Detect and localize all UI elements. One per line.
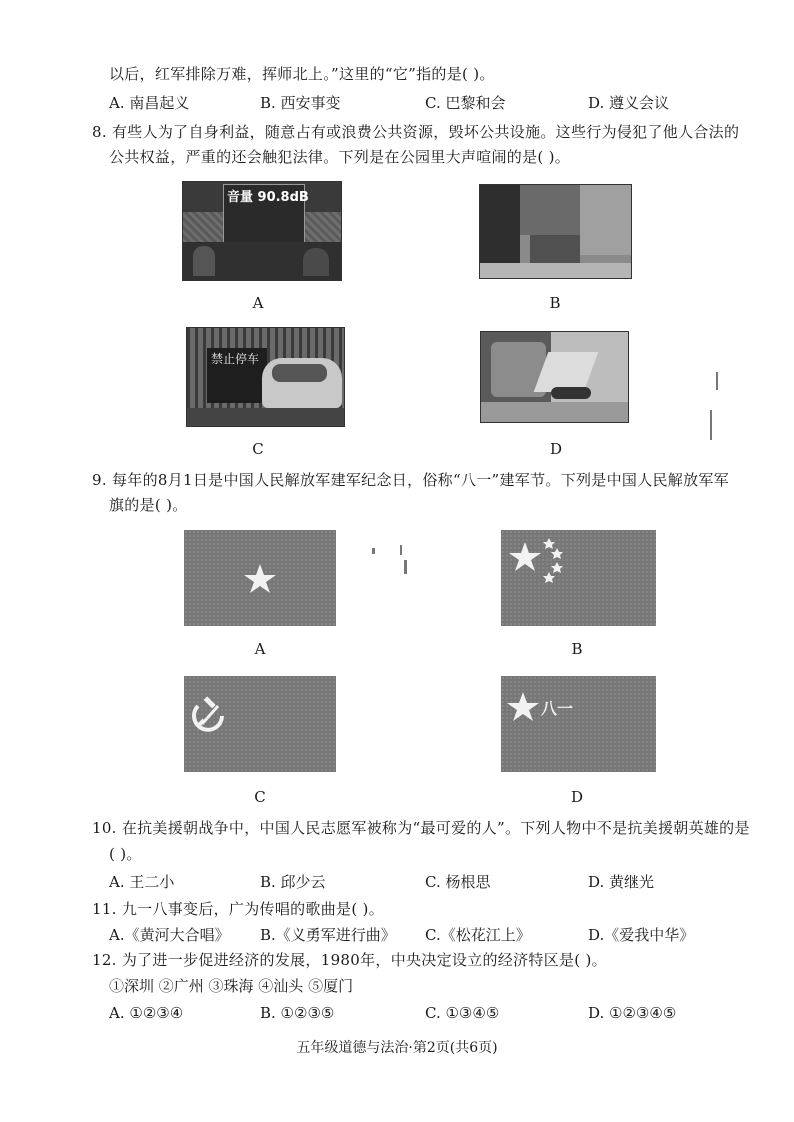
q9-label-a: A: [254, 640, 266, 658]
q8-label-a: A: [252, 294, 264, 312]
q11-option-b: B.《义勇军进行曲》: [260, 926, 396, 944]
q12-stem: 12. 为了进一步促进经济的发展，1980年，中央决定设立的经济特区是( )。: [92, 951, 607, 969]
flag-d-bayi: [501, 676, 656, 772]
flag-b-five-stars: [501, 530, 656, 626]
q10-stem-line2: ( )。: [109, 845, 142, 863]
star-icon: [501, 676, 656, 772]
q8-stem-line1: 8. 有些人为了自身利益，随意占有或浪费公共资源，毁坏公共设施。这些行为侵犯了他人合法的: [92, 123, 740, 141]
q9-label-c: C: [254, 788, 266, 806]
scan-speck: [716, 372, 718, 390]
q11-option-a: A.《黄河大合唱》: [109, 926, 230, 944]
flag-c-hammer-sickle: [184, 676, 336, 772]
scan-speck: [710, 410, 712, 440]
scan-speck: [400, 545, 402, 555]
q9-stem-line2: 旗的是( )。: [109, 496, 188, 514]
q8-label-d: D: [549, 440, 563, 458]
q10-option-c: C. 杨根思: [425, 873, 491, 891]
q8-label-b: B: [549, 294, 561, 312]
q12-option-b: B. ①②③⑤: [260, 1004, 335, 1022]
q9-label-b: B: [571, 640, 583, 658]
five-stars-icon: [501, 530, 656, 626]
q10-stem-line1: 10. 在抗美援朝战争中，中国人民志愿军被称为“最可爱的人”。下列人物中不是抗美援朝英雄的是: [92, 819, 750, 837]
hammer-sickle-icon: [184, 676, 336, 772]
q7-option-c: C. 巴黎和会: [425, 94, 506, 112]
q10-option-b: B. 邱少云: [260, 873, 326, 891]
bayi-text: 八一: [541, 699, 574, 718]
q8-label-c: C: [252, 440, 264, 458]
q11-stem: 11. 九一八事变后，广为传唱的歌曲是( )。: [92, 900, 384, 918]
q12-option-c: C. ①③④⑤: [425, 1004, 500, 1022]
q12-option-d: D. ①②③④⑤: [588, 1004, 677, 1022]
q7-continuation: 以后，红军排除万难，挥师北上。”这里的“它”指的是( )。: [109, 65, 495, 83]
flag-a-single-star: [184, 530, 336, 626]
noise-sign-text: 音量 90.8dB: [227, 190, 309, 205]
q9-stem-line1: 9. 每年的8月1日是中国人民解放军建军纪念日，俗称“八一”建军节。下列是中国人民解放军军: [92, 471, 730, 489]
q12-items: ①深圳 ②广州 ③珠海 ④汕头 ⑤厦门: [109, 977, 354, 995]
q12-option-a: A. ①②③④: [109, 1004, 184, 1022]
q10-option-d: D. 黄继光: [588, 873, 655, 891]
q7-option-d: D. 遵义会议: [588, 94, 670, 112]
q10-option-a: A. 王二小: [109, 873, 175, 891]
q7-option-b: B. 西安事变: [260, 94, 341, 112]
q8-photo-b: [479, 184, 632, 279]
page-footer: 五年级道德与法治·第2页(共6页): [296, 1040, 498, 1056]
q8-stem-line2: 公共权益，严重的还会触犯法律。下列是在公园里大声喧闹的是( )。: [109, 148, 571, 166]
q8-photo-d: [480, 331, 629, 423]
q9-label-d: D: [570, 788, 584, 806]
scan-speck: [404, 560, 407, 574]
no-parking-sign: 禁止停车: [211, 352, 260, 366]
scan-speck: [372, 548, 375, 554]
q11-option-d: D.《爱我中华》: [588, 926, 695, 944]
star-icon: [184, 530, 336, 626]
q7-option-a: A. 南昌起义: [109, 94, 190, 112]
q8-photo-c: [186, 327, 345, 427]
q8-photo-a: [182, 181, 342, 281]
q11-option-c: C.《松花江上》: [425, 926, 531, 944]
